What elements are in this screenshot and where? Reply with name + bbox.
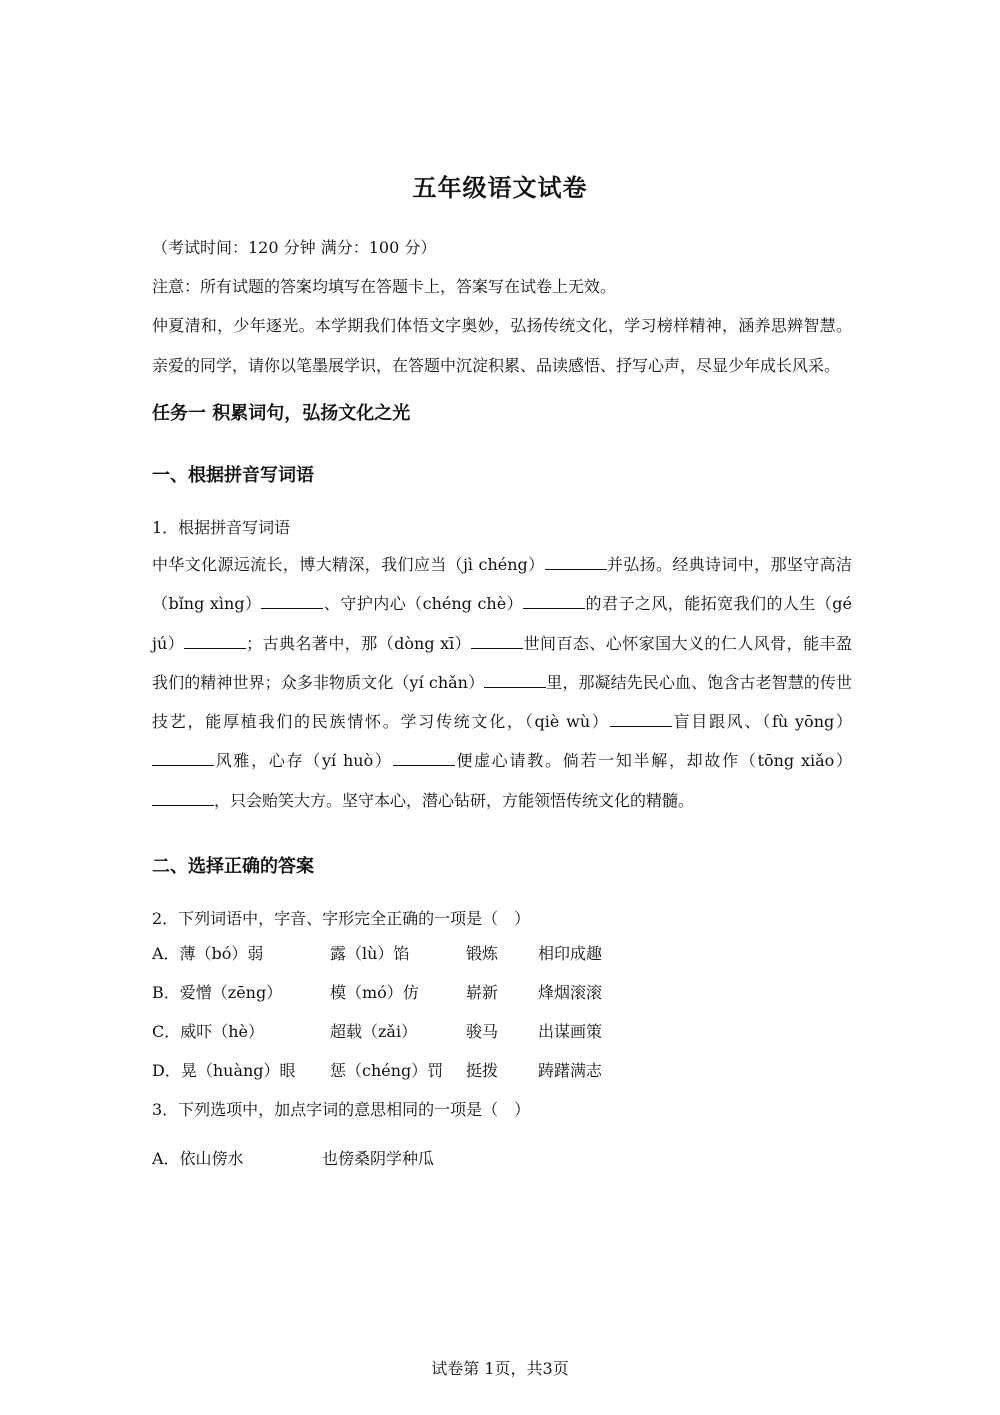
option-d[interactable]: [152, 1051, 852, 1090]
passage-text: ；古典名著中，那（dòng xī）: [246, 633, 472, 653]
option-cell: 锻炼: [466, 944, 499, 964]
answer-blank[interactable]: [545, 555, 607, 570]
question-stem: 3．下列选项中，加点字词的意思相同的一项是（ ）: [152, 1100, 531, 1120]
passage-text: 中华文化源远流长，博大精深，我们应当（jì chéng）: [152, 555, 545, 574]
answer-blank[interactable]: [261, 594, 323, 609]
question-stem: 2．下列词语中，字音、字形完全正确的一项是（ ）: [152, 909, 531, 929]
page-title: 五年级语文试卷: [412, 174, 588, 202]
passage-text: 世间百态、心怀家国大义的仁人风骨，能丰盈我们的精神世界；众多非物质文化（yí chǎn）: [152, 633, 852, 692]
passage-text: 便虚心请教。倘若一知半解，却故作（tōng xiǎo）: [454, 751, 852, 771]
page-footer: 试卷第 1页，共3页: [431, 1359, 569, 1378]
option-cell: 烽烟滚滚: [538, 983, 603, 1003]
passage-text: 、守护内心（chéng chè）: [323, 594, 524, 614]
option-cell: C．威吓（hè）: [152, 1022, 265, 1042]
option-cell: A．依山傍水: [152, 1149, 244, 1169]
option-cell: 露（lù）馅: [330, 944, 410, 964]
option-cell: 惩（chéng）罚: [330, 1061, 444, 1081]
option-cell: 模（mó）仿: [330, 983, 419, 1003]
answer-blank[interactable]: [523, 594, 585, 609]
exam-info: （考试时间：120 分钟 满分：100 分）: [152, 238, 437, 257]
option-cell: D．晃（huàng）眼: [152, 1061, 296, 1081]
passage-text: ，只会贻笑大方。坚守本心，潜心钻研，方能领悟传统文化的精髓。: [214, 790, 695, 810]
question-stem: 1．根据拼音写词语: [152, 518, 291, 537]
option-cell: 相印成趣: [538, 944, 603, 964]
option-b[interactable]: [152, 973, 852, 1012]
passage-text: 风雅，心存（yí huò）: [214, 751, 393, 771]
option-cell: 崭新: [466, 983, 499, 1003]
pinyin-passage: [152, 545, 852, 820]
passage-text: 盲目跟风、（fù yōng）: [671, 712, 852, 732]
answer-blank[interactable]: [471, 634, 523, 649]
answer-blank[interactable]: [184, 634, 246, 649]
passage-text: 里，那凝结先民心血、饱含古老智慧的传世技艺，能厚植我们的民族情怀。学习传统文化，（qiè wù）: [152, 672, 852, 732]
option-cell: 也傍桑阴学种瓜: [322, 1149, 435, 1169]
answer-blank[interactable]: [393, 751, 455, 766]
option-c[interactable]: [152, 1012, 852, 1051]
answer-blank[interactable]: [610, 712, 672, 727]
section-heading: 二、选择正确的答案: [152, 856, 314, 878]
answer-blank[interactable]: [152, 791, 214, 806]
notice: 注意：所有试题的答案均填写在答题卡上，答案写在试卷上无效。: [152, 277, 617, 296]
option-cell: 骏马: [466, 1022, 499, 1042]
option-cell: 挺拨: [466, 1061, 499, 1081]
option-a[interactable]: [152, 934, 852, 973]
option-a[interactable]: [152, 1139, 852, 1178]
intro-paragraph: 仲夏清和，少年逐光。本学期我们体悟文字奥妙，弘扬传统文化，学习榜样精神，涵养思辨智慧。亲爱的同学，请你以笔墨展学识，在答题中沉淀积累、品读感悟、抒写心声，尽显少年成长风采。: [152, 316, 852, 375]
answer-blank[interactable]: [484, 673, 546, 688]
section-heading: 一、根据拼音写词语: [152, 465, 314, 486]
option-cell: 踌躇满志: [538, 1061, 603, 1081]
option-cell: 出谋画策: [538, 1022, 603, 1042]
option-cell: A．薄（bó）弱: [152, 944, 264, 964]
exam-body: [152, 228, 852, 1178]
passage-text: 的君子之风，能拓宽我们的人生（gé jú）: [152, 594, 852, 653]
passage-text: 并弘扬。经典诗词中，那坚守高洁（bǐng xìng）: [152, 555, 852, 614]
task-heading: 任务一 积累词句，弘扬文化之光: [152, 403, 411, 424]
answer-blank[interactable]: [152, 751, 214, 766]
option-cell: 超载（zǎi）: [330, 1022, 418, 1042]
option-cell: B．爱憎（zēng）: [152, 983, 283, 1003]
